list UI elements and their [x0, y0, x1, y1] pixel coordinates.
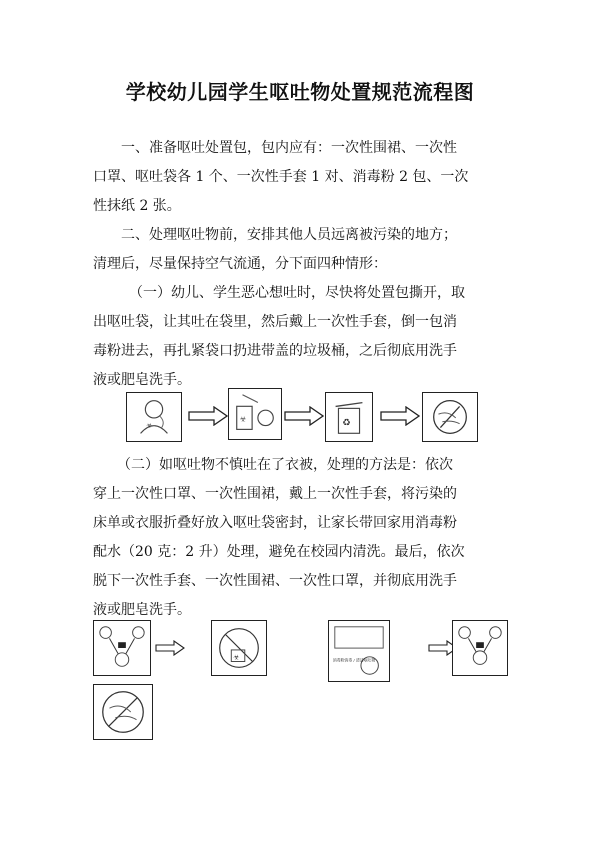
figure-covered-trash-bin-illustration [325, 392, 373, 442]
text-line: 清理后，尽量保持空气流通，分下面四种情形： [93, 256, 387, 272]
svg-text:☣: ☣ [233, 653, 240, 662]
figure-child-vomiting-illustration [126, 392, 182, 442]
text-line: 液或肥皂洗手。 [93, 602, 191, 618]
figure-disinfect-at-home-illustration [328, 620, 390, 682]
text-line: 一、准备呕吐处置包，包内应有：一次性围裙、一次性 [121, 140, 457, 156]
text-line: 穿上一次性口罩、一次性围裙，戴上一次性手套，将污染的 [93, 486, 457, 502]
text-line: 毒粉进去，再扎紧袋口扔进带盖的垃圾桶，之后彻底用洗手 [93, 343, 457, 359]
text-line: 液或肥皂洗手。 [93, 372, 191, 388]
text-line: 性抹纸 2 张。 [93, 198, 181, 214]
figure-hand-washing-illustration [422, 392, 478, 442]
flow-arrow-icon [155, 640, 185, 656]
text-line: （一）幼儿、学生恶心想吐时，尽快将处置包撕开，取 [129, 285, 465, 301]
figure-remove-gear-illustration [452, 620, 508, 676]
case-2-contaminated-bedding [93, 451, 513, 625]
svg-text:☣: ☣ [146, 421, 153, 430]
figure-fold-bedding-into-bag-illustration [211, 620, 267, 676]
text-line: 床单或衣服折叠好放入呕吐袋密封，让家长带回家用消毒粉 [93, 515, 457, 531]
case-1-nausea [93, 279, 513, 395]
flow-arrow-icon [188, 406, 228, 426]
disinfect-label: 消毒粉消毒 / 清洁呕吐物 [332, 657, 376, 663]
page-title: 学校幼儿园学生呕吐物处置规范流程图 [125, 80, 475, 104]
svg-text:☣: ☣ [239, 414, 247, 424]
figure-vomit-bag-illustration [228, 388, 282, 440]
section-2-procedure [93, 221, 513, 279]
text-line: 脱下一次性手套、一次性围裙、一次性口罩，并彻底用洗手 [93, 573, 457, 589]
flow-arrow-icon [380, 406, 420, 426]
text-line: （二）如呕吐物不慎吐在了衣被，处理的方法是：依次 [117, 457, 453, 473]
text-line: 配水（20 克：2 升）处理，避免在校园内清洗。最后，依次 [93, 544, 465, 560]
text-line: 出呕吐袋，让其吐在袋里，然后戴上一次性手套，倒一包消 [93, 314, 457, 330]
text-line: 口罩、呕吐袋各 1 个、一次性手套 1 对、消毒粉 2 包、一次 [93, 169, 469, 185]
flow-arrow-icon [284, 406, 324, 426]
text-line: 二、处理呕吐物前，安排其他人员远离被污染的地方； [121, 227, 457, 243]
section-1-preparation [93, 134, 513, 221]
svg-text:♻: ♻ [342, 417, 351, 429]
figure-protective-gear-illustration [93, 620, 151, 676]
figure-final-hand-washing-illustration [93, 684, 153, 740]
